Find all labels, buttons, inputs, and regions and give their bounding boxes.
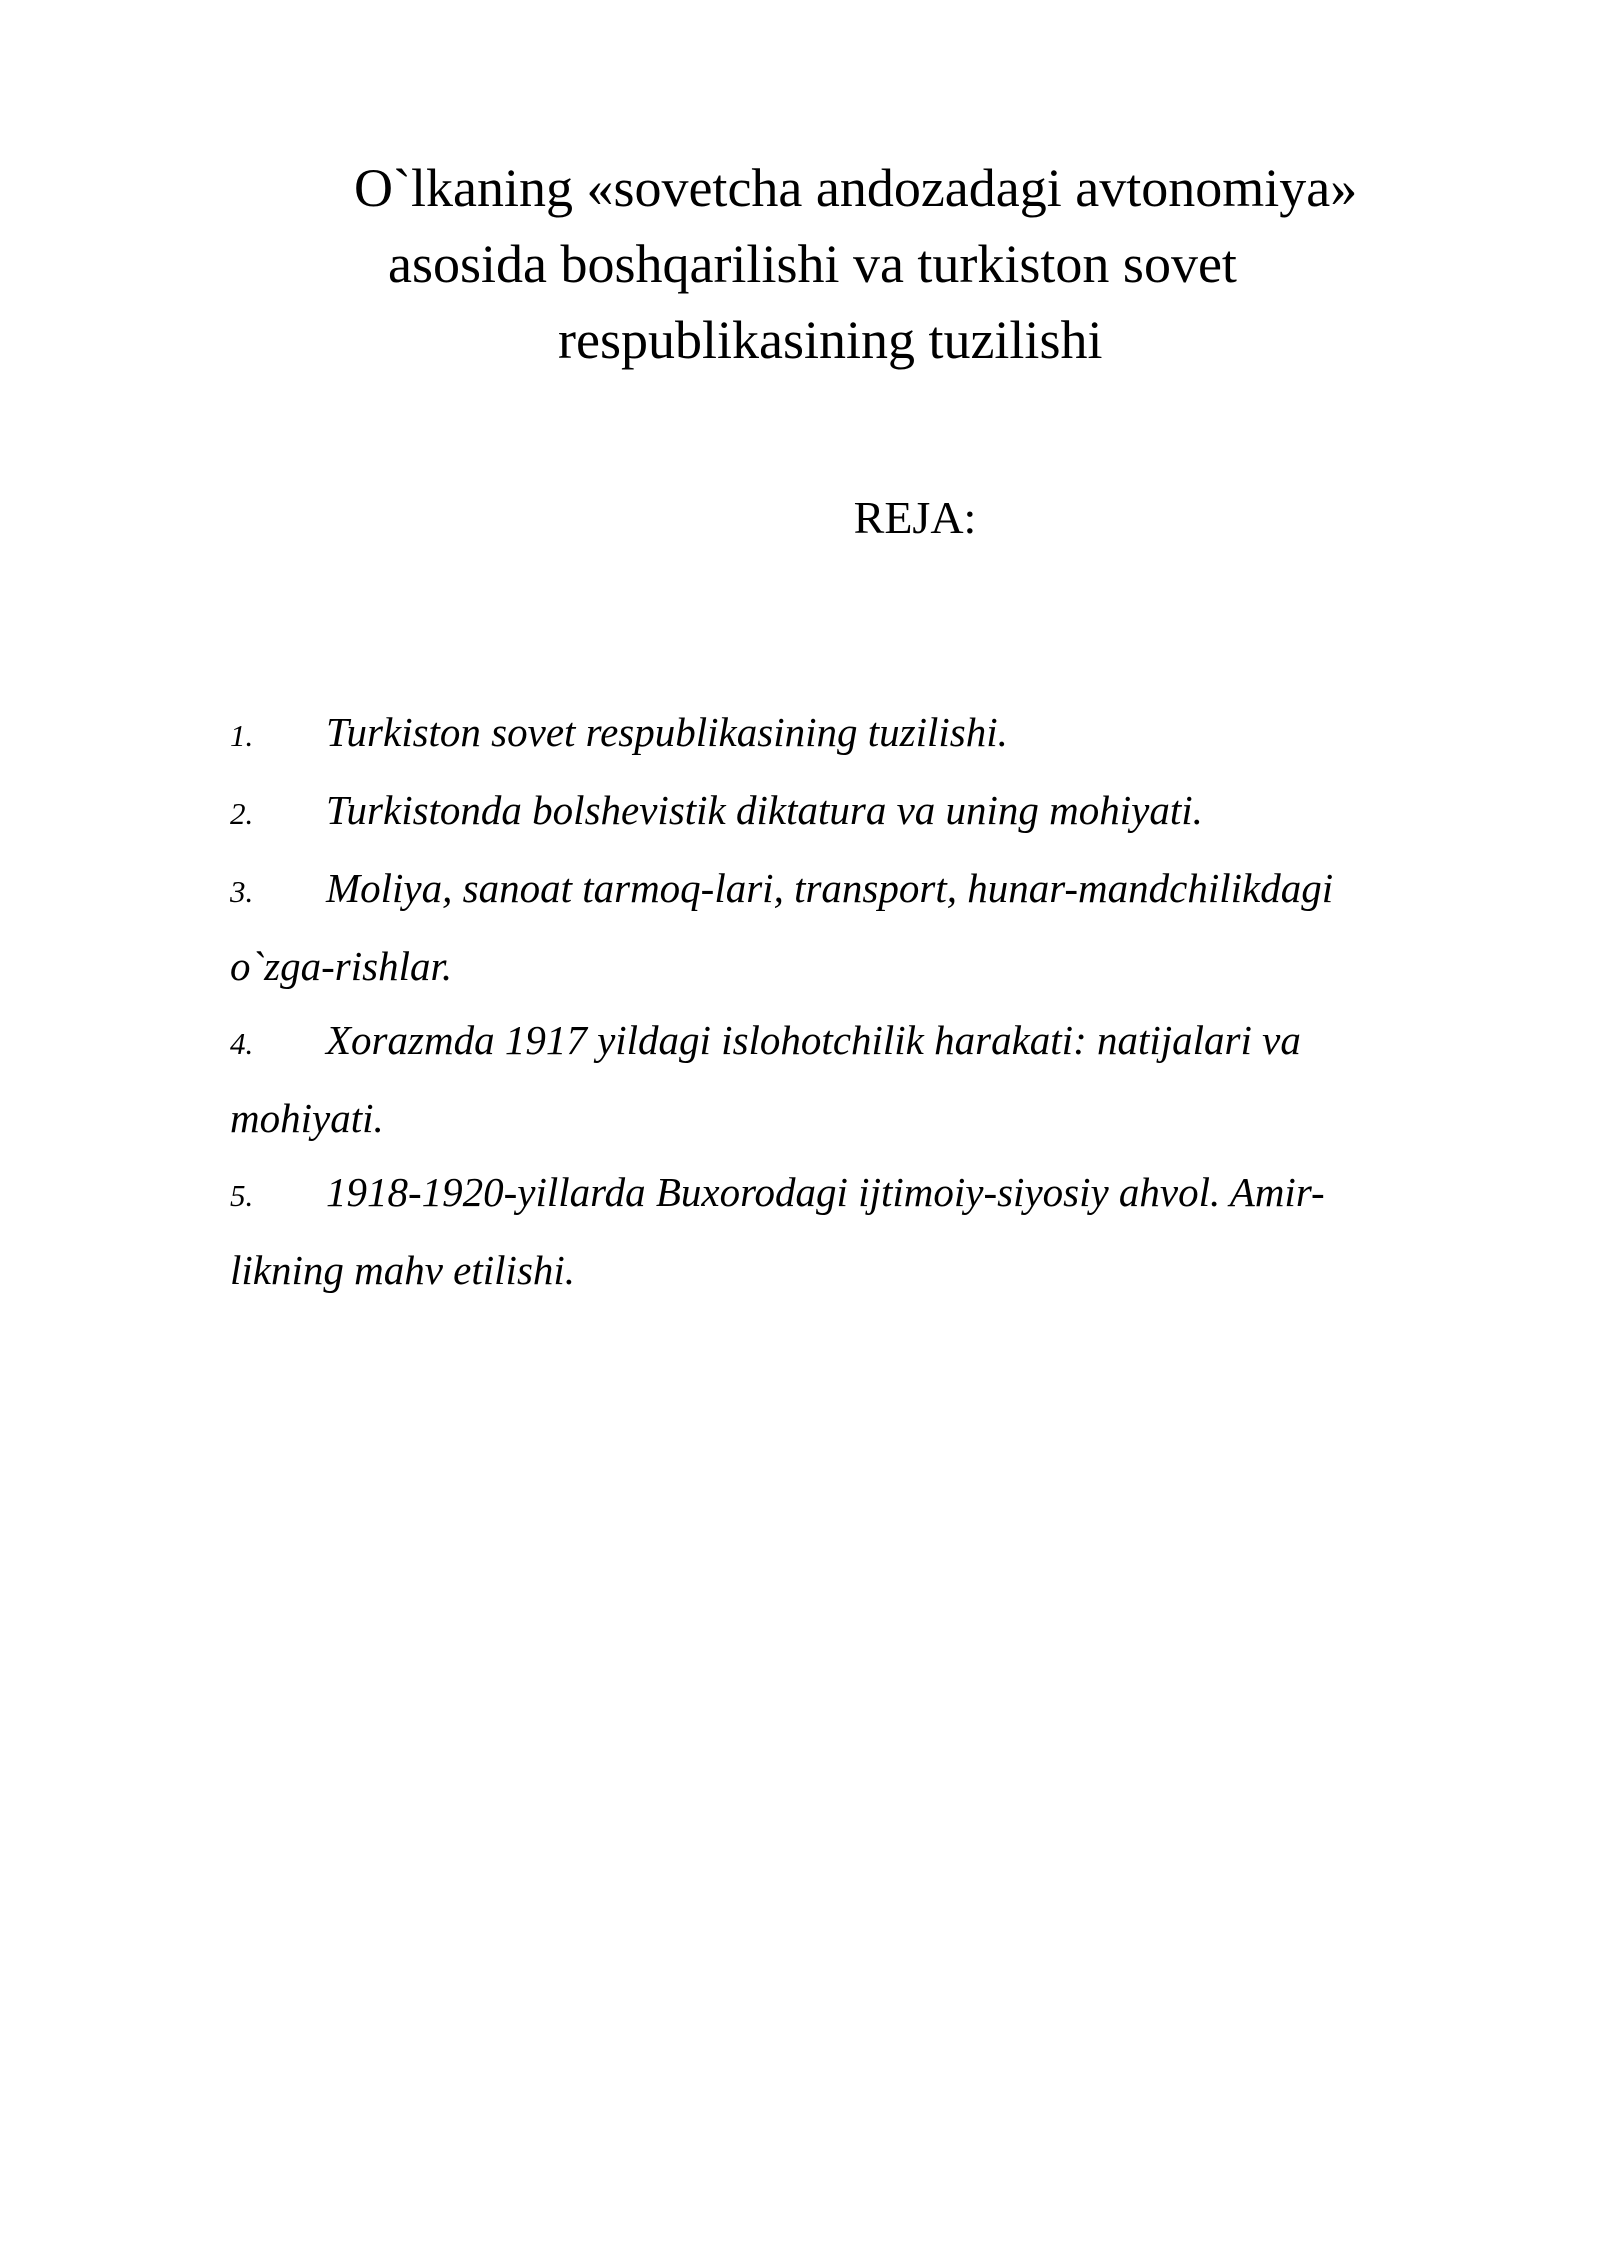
plan-item-text: Xorazmda 1917 yildagi islohotchilik harakati: natijalari va (326, 1017, 1301, 1063)
plan-item-number: 1. (230, 718, 254, 753)
plan-item-3 (230, 851, 1410, 1003)
title-line-2: asosida boshqarilishi va turkiston sovet (388, 234, 1237, 294)
plan-heading: REJA: (853, 492, 977, 543)
plan-item-4 (230, 1003, 1410, 1155)
plan-item-2 (230, 773, 1410, 851)
plan-list (230, 695, 1410, 1307)
plan-item-number: 3. (230, 874, 254, 909)
document-title (340, 150, 1490, 378)
plan-item-text: Moliya, sanoat tarmoq-lari, transport, hunar-mandchilikdagi (326, 865, 1334, 911)
plan-item-5 (230, 1155, 1410, 1307)
plan-item-text: Turkistonda bolshevistik diktatura va uning mohiyati. (326, 787, 1203, 833)
plan-item-text: Turkiston sovet respublikasining tuzilishi. (326, 709, 1008, 755)
plan-item-text: 1918-1920-yillarda Buxorodagi ijtimoiy-siyosiy ahvol. Amir- (326, 1169, 1325, 1215)
title-line-1: O`lkaning «sovetcha andozadagi avtonomiya» (354, 158, 1358, 218)
plan-item-continuation: likning mahv etilishi. (230, 1247, 576, 1293)
plan-item-continuation: mohiyati. (230, 1095, 384, 1141)
plan-item-1 (230, 695, 1410, 773)
plan-item-number: 5. (230, 1178, 254, 1213)
plan-item-number: 4. (230, 1026, 254, 1061)
title-line-3: respublikasining tuzilishi (558, 310, 1103, 370)
plan-item-number: 2. (230, 796, 254, 831)
plan-item-continuation: o`zga-rishlar. (230, 943, 453, 989)
